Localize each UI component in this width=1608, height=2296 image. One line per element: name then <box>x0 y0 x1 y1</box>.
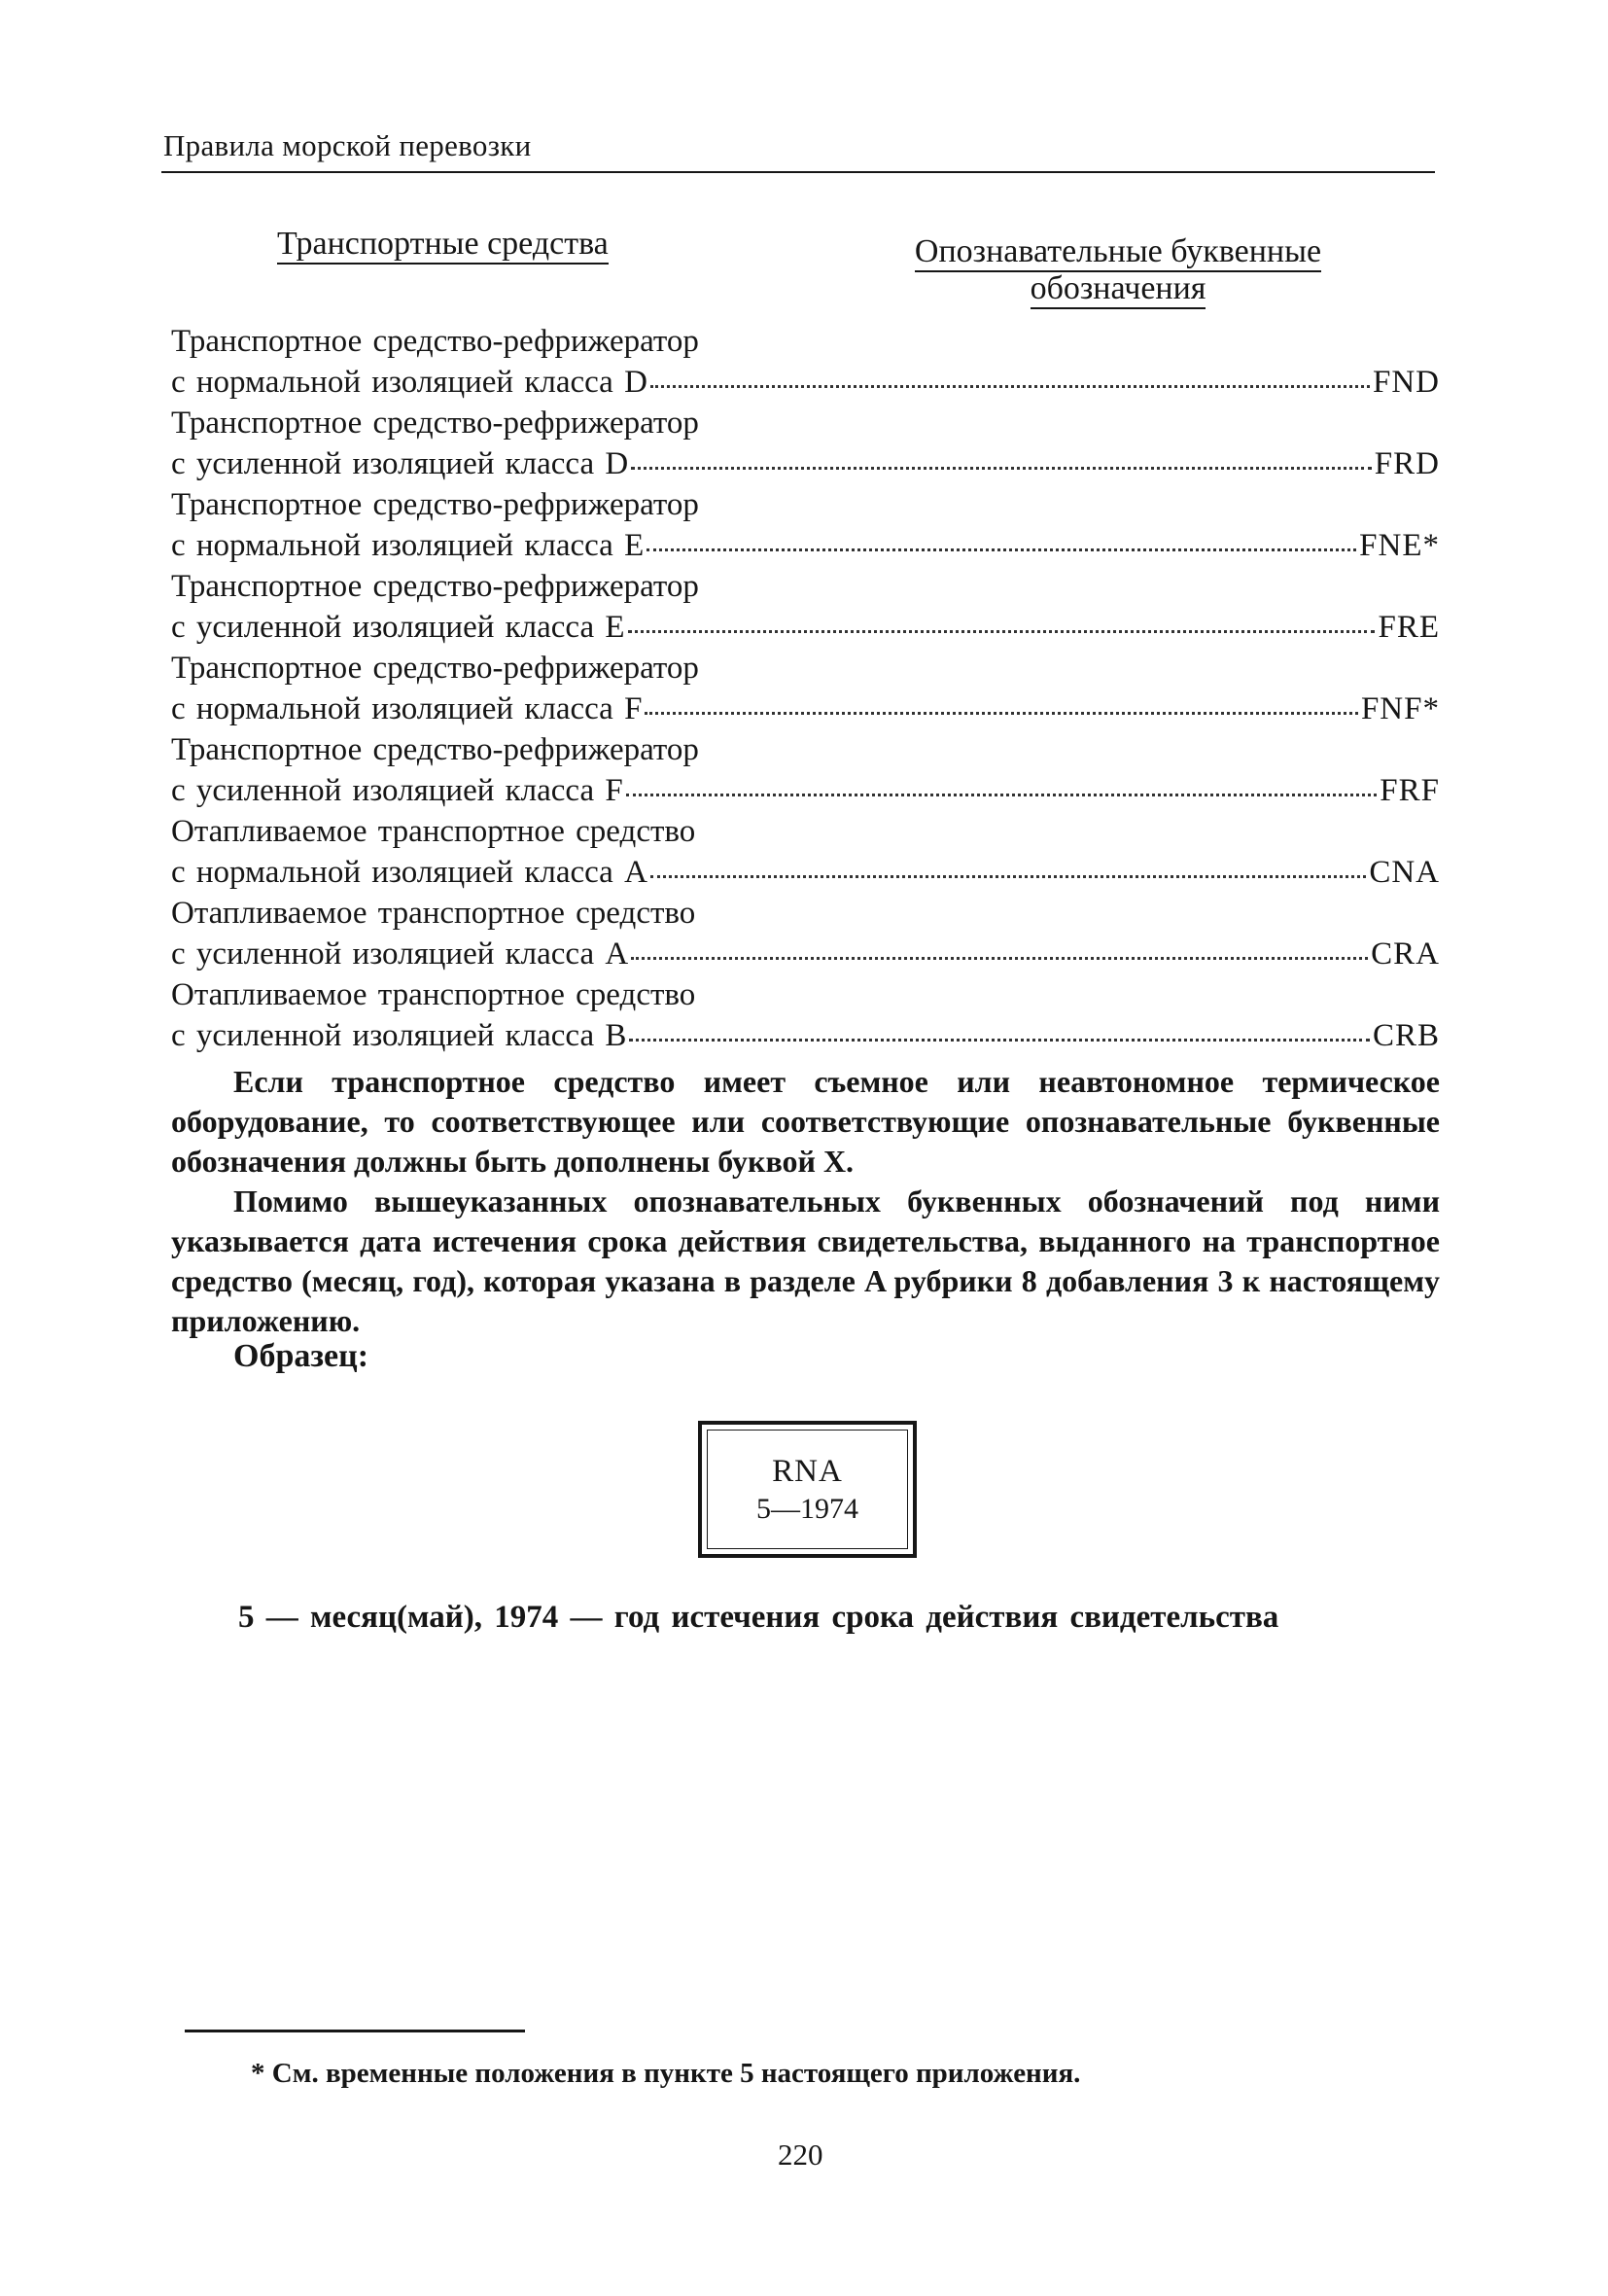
insulation-class: с усиленной изоляцией класса E <box>171 610 625 645</box>
header-rule <box>161 171 1435 173</box>
table-row <box>171 729 1440 811</box>
designation-code: FRF <box>1380 773 1440 808</box>
vehicle-type: Отапливаемое транспортное средство <box>171 814 696 849</box>
dot-leader <box>647 548 1356 551</box>
table-row <box>171 648 1440 729</box>
dot-leader <box>629 1039 1370 1042</box>
insulation-class: с нормальной изоляцией класса A <box>171 855 647 890</box>
designation-code: FND <box>1372 365 1440 400</box>
designation-code: CNA <box>1369 855 1440 890</box>
column-header-vehicles-text: Транспортные средства <box>277 226 609 265</box>
vehicle-type: Транспортное средство-рефрижератор <box>171 487 699 522</box>
table-row <box>171 566 1440 648</box>
table-row <box>171 484 1440 566</box>
vehicle-type: Транспортное средство-рефрижератор <box>171 651 699 686</box>
table-row <box>171 974 1440 1056</box>
vehicle-type: Транспортное средство-рефрижератор <box>171 406 699 441</box>
table-row <box>171 403 1440 484</box>
table-row <box>171 321 1440 403</box>
vehicle-type: Отапливаемое транспортное средство <box>171 896 696 931</box>
dot-leader <box>650 385 1370 388</box>
vehicle-type: Отапливаемое транспортное средство <box>171 977 696 1012</box>
table-row <box>171 811 1440 893</box>
insulation-class: с нормальной изоляцией класса D <box>171 365 647 400</box>
running-head: Правила морской перевозки <box>163 128 532 162</box>
dot-leader <box>631 957 1368 960</box>
insulation-class: с усиленной изоляцией класса B <box>171 1018 627 1053</box>
vehicle-type: Транспортное средство-рефрижератор <box>171 569 699 604</box>
insulation-class: с усиленной изоляцией класса A <box>171 936 629 971</box>
dot-leader <box>631 467 1372 470</box>
paragraph-expiry-date: Помимо вышеуказанных опознавательных буквенных обозначений под ними указывается дата истечения срока действия свидетельства, выданного на транспортное средство (месяц, год), которая указана в разделе A рубрики 8 добавления 3 к настоящему приложению. <box>171 1183 1440 1338</box>
vehicle-type: Транспортное средство-рефрижератор <box>171 732 699 767</box>
sample-code: RNA <box>772 1453 843 1489</box>
sample-date: 5—1974 <box>756 1492 858 1525</box>
dot-leader <box>645 712 1358 715</box>
footnote-rule <box>185 2030 525 2032</box>
sample-legend: 5 — месяц(май), 1974 — год истечения срока действия свидетельства <box>238 1600 1279 1635</box>
designation-code: CRB <box>1372 1018 1440 1053</box>
sample-marking-box <box>698 1421 917 1558</box>
designation-code: FNE* <box>1359 528 1440 563</box>
column-header-codes-line2: обозначения <box>1031 270 1206 309</box>
designation-code: FNF* <box>1360 691 1440 726</box>
insulation-class: с нормальной изоляцией класса F <box>171 691 643 726</box>
sample-box-inner-frame <box>707 1430 908 1549</box>
footnote: * См. временные положения в пункте 5 настоящего приложения. <box>251 2058 1081 2089</box>
column-header-codes-line1: Опознавательные буквенные <box>915 233 1321 272</box>
insulation-class: с усиленной изоляцией класса D <box>171 446 629 481</box>
page-number: 220 <box>778 2137 823 2172</box>
insulation-class: с нормальной изоляцией класса E <box>171 528 645 563</box>
sample-label: Образец: <box>233 1338 369 1374</box>
designation-table <box>171 321 1440 1056</box>
paragraph-removable-equipment: Если транспортное средство имеет съемное или неавтономное термическое оборудование, то соответствующее или соответствующие опознавательные буквенные обозначения должны быть дополнены буквой X. <box>171 1064 1440 1179</box>
table-row <box>171 893 1440 974</box>
dot-leader <box>626 794 1378 796</box>
column-header-codes <box>865 233 1371 307</box>
column-header-vehicles <box>277 226 609 263</box>
dot-leader <box>650 875 1366 878</box>
vehicle-type: Транспортное средство-рефрижератор <box>171 324 699 359</box>
dot-leader <box>628 630 1376 633</box>
designation-code: FRD <box>1374 446 1440 481</box>
designation-code: CRA <box>1371 936 1440 971</box>
insulation-class: с усиленной изоляцией класса F <box>171 773 623 808</box>
designation-code: FRE <box>1378 610 1440 645</box>
